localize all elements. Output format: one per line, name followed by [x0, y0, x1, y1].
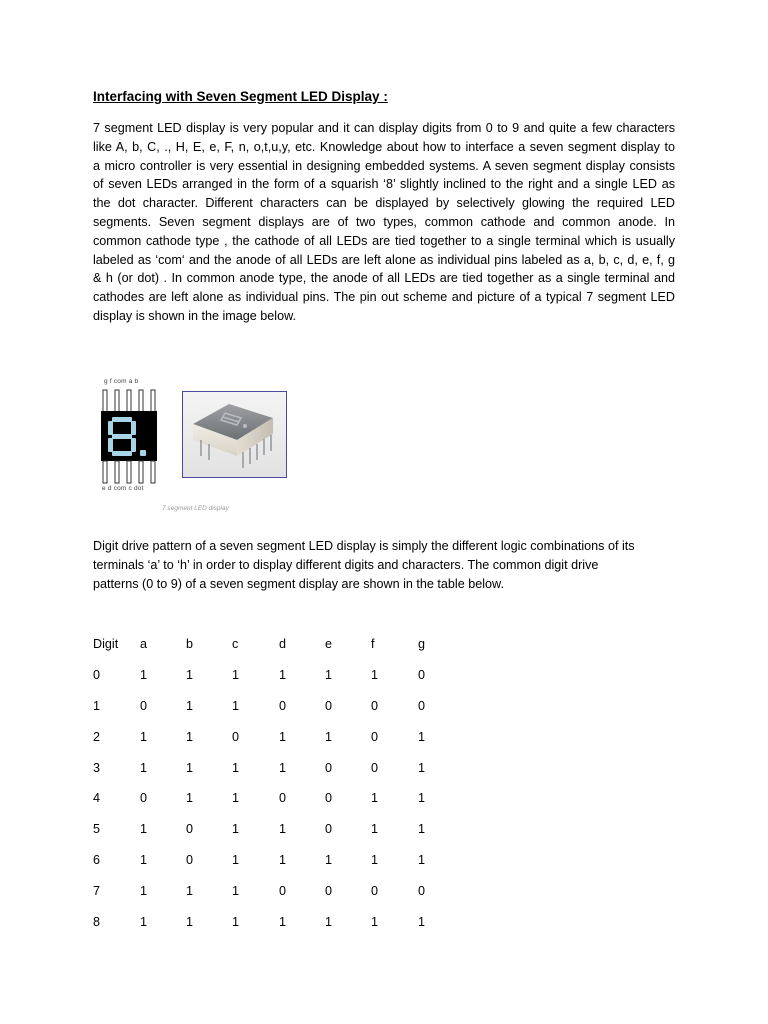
segment-cell: 0 — [140, 791, 148, 806]
segment-cell: 0 — [186, 853, 194, 868]
segment-cell: 0 — [325, 791, 333, 806]
segment-cell: 1 — [371, 822, 379, 837]
segment-cell: 1 — [232, 884, 240, 899]
paragraph-line: labeled as ‘com‘ and the anode of all LEDs are left alone as individual pins labeled as a, b, c, d, e, f, g — [93, 252, 675, 267]
paragraph-line: terminals ‘a’ to ‘h’ in order to display different digits and characters. The common digit drive — [93, 557, 599, 572]
segment-cell: 1 — [140, 884, 148, 899]
segment-cell: f — [371, 637, 375, 651]
top-pins — [103, 390, 155, 412]
segment-cell: 1 — [140, 667, 148, 682]
paragraph-line: segments. Seven segment displays are of two types, common cathode and common anode. In — [93, 214, 675, 229]
paragraph-line: cathodes are left alone as individual pins. The pin out scheme and picture of a typical 7 segment LED — [93, 290, 675, 305]
segment-cell: 0 — [232, 729, 240, 744]
segment-cell: 1 — [418, 853, 426, 868]
segment-cell: 1 — [186, 791, 194, 806]
segment-cell: 1 — [186, 884, 194, 899]
digit-cell: 3 — [93, 760, 101, 775]
segment-cell: 1 — [418, 791, 426, 806]
segment-cell: g — [418, 637, 426, 651]
figure-caption: 7 segment LED display — [162, 505, 229, 512]
paragraph-line: display is shown in the image below. — [93, 308, 297, 323]
segment-cell: 1 — [325, 667, 333, 682]
segment-cell: 0 — [279, 698, 287, 713]
segment-cell: 1 — [371, 791, 379, 806]
digit-cell: 8 — [93, 915, 101, 930]
segment-cell: 1 — [232, 822, 240, 837]
intro-paragraph — [93, 119, 675, 326]
segment-cell: 1 — [325, 729, 333, 744]
segment-cell: 1 — [232, 667, 240, 682]
page-title: Interfacing with Seven Segment LED Display : — [93, 89, 388, 104]
segment-cell: 1 — [232, 760, 240, 775]
segment-cell: 1 — [371, 853, 379, 868]
segment-cell: 1 — [232, 915, 240, 930]
segment-cell: 0 — [140, 698, 148, 713]
segment-cell: 1 — [325, 853, 333, 868]
segment-cell: 1 — [140, 760, 148, 775]
segment-cell: 0 — [279, 791, 287, 806]
digit-cell: 1 — [93, 698, 101, 713]
segment-cell: 1 — [279, 853, 287, 868]
segment-cell: 1 — [418, 822, 426, 837]
digit-cell: 2 — [93, 729, 101, 744]
segment-cell: 1 — [371, 667, 379, 682]
segment-cell: b — [186, 637, 194, 651]
segment-cell: 1 — [140, 853, 148, 868]
digit-cell: 6 — [93, 853, 101, 868]
bottom-pins — [103, 461, 155, 483]
paragraph-line: like A, b, C, ., H, E, e, F, n, o,t,u,y, etc. Knowledge about how to interface a seven segment display to — [93, 139, 675, 154]
segment-cell: 1 — [232, 698, 240, 713]
paragraph-line: 7 segment LED display is very popular and it can display digits from 0 to 9 and quite a few characters — [93, 121, 675, 135]
top-pin-labels: g f com a b — [104, 378, 139, 385]
segment-cell: 1 — [279, 915, 287, 930]
segment-cell: d — [279, 637, 287, 651]
segment-cell: c — [232, 637, 239, 651]
bottom-pin-labels: e d com c dot — [102, 485, 144, 492]
segment-cell: 1 — [186, 760, 194, 775]
digit-cell: 4 — [93, 791, 101, 806]
digit-cell: 7 — [93, 884, 101, 899]
segment-cell: 1 — [279, 760, 287, 775]
segment-cell: 0 — [371, 760, 379, 775]
segment-cell: 1 — [418, 729, 426, 744]
segment-cell: 0 — [371, 884, 379, 899]
segment-cell: 1 — [279, 822, 287, 837]
drive-pattern-paragraph — [93, 537, 675, 593]
segment-cell: 1 — [186, 729, 194, 744]
segment-cell: 0 — [279, 884, 287, 899]
segment-cell: 0 — [418, 667, 426, 682]
segment-cell: 1 — [371, 915, 379, 930]
segment-cell: 0 — [325, 884, 333, 899]
segment-cell: 0 — [325, 822, 333, 837]
paragraph-line: patterns (0 to 9) of a seven segment display are shown in the table below. — [93, 576, 504, 591]
paragraph-line: the dot character. Different characters can be displayed by selectively glowing the required LED — [93, 196, 675, 211]
segment-cell: 1 — [186, 667, 194, 682]
segment-cell: 1 — [418, 915, 426, 930]
segment-cell: 1 — [232, 853, 240, 868]
paragraph-line: & h (or dot) . In common anode type, the anode of all LEDs are tied together as a single terminal and — [93, 271, 675, 286]
paragraph-line: a micro controller is very essential in designing embedded systems. A seven segment display consists — [93, 158, 675, 173]
segment-cell: 1 — [186, 698, 194, 713]
seven-segment-pinout-diagram — [98, 386, 160, 490]
segment-cell: 0 — [325, 698, 333, 713]
segment-cell: 1 — [232, 791, 240, 806]
segment-cell: a — [140, 637, 148, 651]
digit-cell: 0 — [93, 667, 101, 682]
segment-cell: 1 — [186, 915, 194, 930]
segment-cell: 1 — [279, 729, 287, 744]
segment-cell: 0 — [371, 698, 379, 713]
segment-cell: 0 — [186, 822, 194, 837]
segment-cell: 0 — [418, 698, 426, 713]
segment-cell: 1 — [279, 667, 287, 682]
paragraph-line: Digit drive pattern of a seven segment LED display is simply the different logic combinations of its — [93, 539, 635, 553]
paragraph-line: of seven LEDs arranged in the form of a squarish ‘8’ slightly inclined to the right and a single LED as — [93, 177, 675, 192]
paragraph-line: common cathode type , the cathode of all LEDs are tied together to a single terminal which is usually — [93, 233, 675, 248]
digit-cell: 5 — [93, 822, 101, 837]
segment-cell: 1 — [418, 760, 426, 775]
segment-cell: 1 — [140, 822, 148, 837]
segment-cell: 1 — [325, 915, 333, 930]
segment-cell: 0 — [371, 729, 379, 744]
segment-cell: 1 — [140, 729, 148, 744]
digit-cell: Digit — [93, 637, 119, 651]
segment-cell: 1 — [140, 915, 148, 930]
segment-cell: 0 — [325, 760, 333, 775]
led-display-photo — [182, 391, 287, 478]
segment-cell: e — [325, 637, 333, 651]
segment-cell: 0 — [418, 884, 426, 899]
